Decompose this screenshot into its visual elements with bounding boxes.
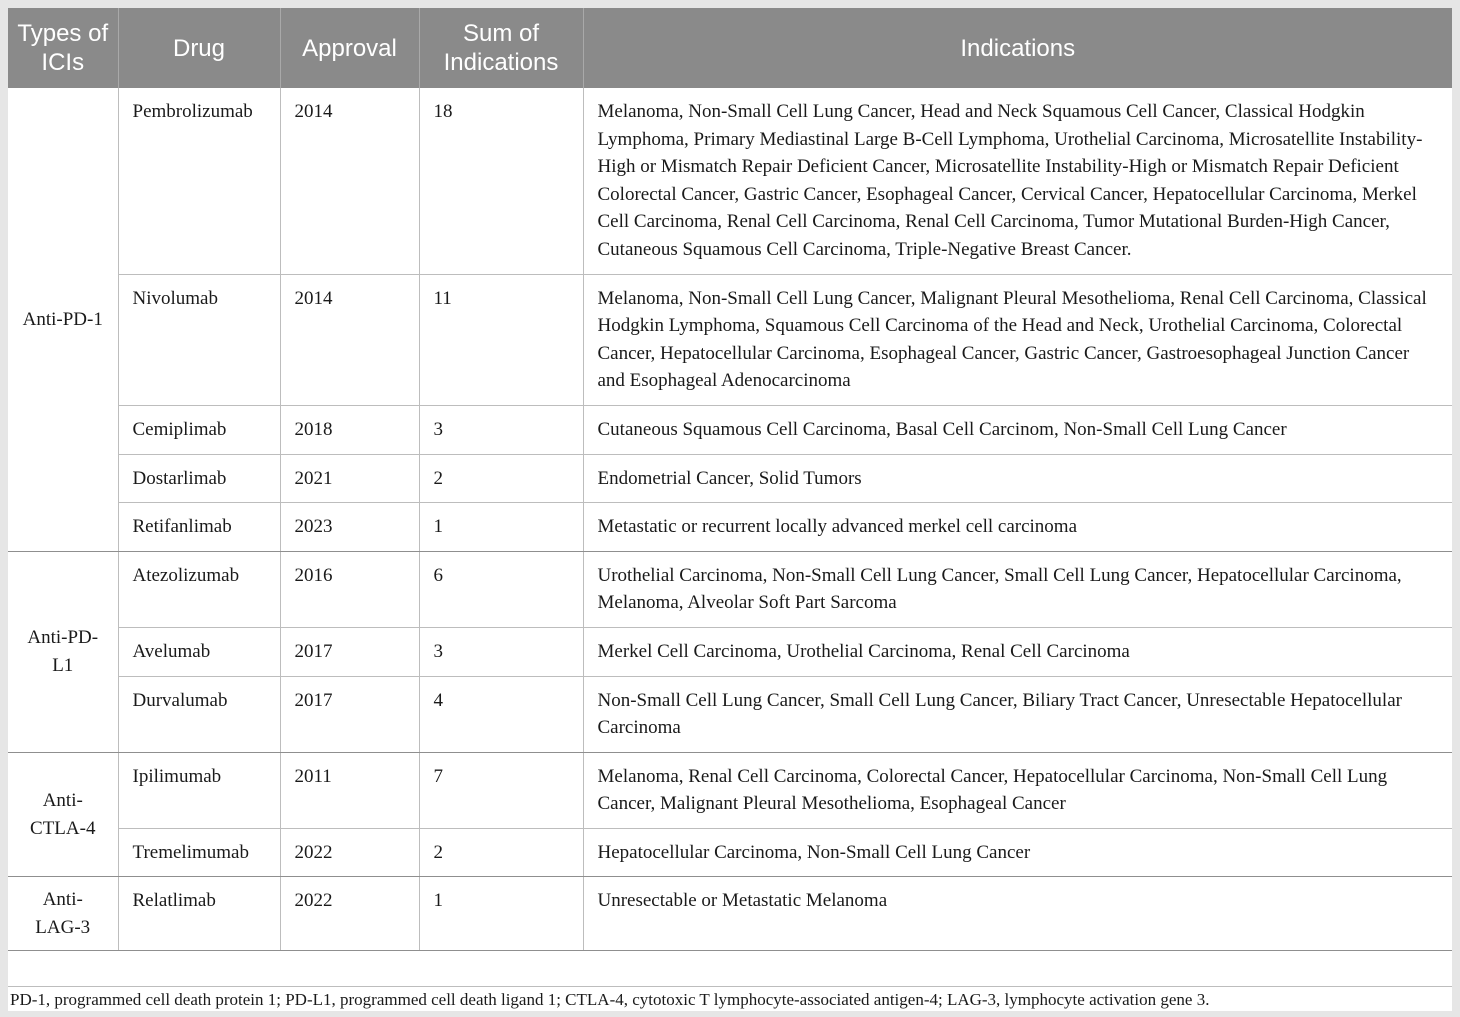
- drug-cell: Cemiplimab: [118, 405, 280, 454]
- approval-year-cell: 2017: [280, 676, 419, 752]
- drug-cell: Relatlimab: [118, 877, 280, 951]
- drug-cell: Ipilimumab: [118, 752, 280, 828]
- drug-cell: Dostarlimab: [118, 454, 280, 503]
- indications-cell: Melanoma, Non-Small Cell Lung Cancer, Head and Neck Squamous Cell Cancer, Classical Hodgkin Lymphoma, Primary Mediastinal Large B-Cell Lymphoma, Urothelial Carcinoma, Microsatellite Instability-High or Mismatch Repair Deficient Cancer, Microsatellite Instability-High or Mismatch Repair Deficient Colorectal Cancer, Gastric Cancer, Esophageal Cancer, Cervical Cancer, Hepatocellular Carcinoma, Merkel Cell Carcinoma, Renal Cell Carcinoma, Renal Cell Carcinoma, Tumor Mutational Burden-High Cancer, Cutaneous Squamous Cell Carcinoma, Triple-Negative Breast Cancer.: [583, 88, 1452, 274]
- sum-of-indications-cell: 11: [419, 274, 583, 405]
- table-row: [8, 454, 1452, 503]
- ici-type-cell: Anti-CTLA-4: [8, 752, 118, 877]
- table-row: [8, 676, 1452, 752]
- approval-year-cell: 2014: [280, 274, 419, 405]
- indications-cell: Hepatocellular Carcinoma, Non-Small Cell Lung Cancer: [583, 828, 1452, 877]
- approval-year-cell: 2014: [280, 88, 419, 274]
- sum-of-indications-cell: 3: [419, 627, 583, 676]
- indications-cell: Urothelial Carcinoma, Non-Small Cell Lung Cancer, Small Cell Lung Cancer, Hepatocellular Carcinoma, Melanoma, Alveolar Soft Part Sarcoma: [583, 551, 1452, 627]
- table-row: [8, 828, 1452, 877]
- approval-year-cell: 2017: [280, 627, 419, 676]
- table-row: [8, 405, 1452, 454]
- header-sum-of-indications: Sum of Indications: [419, 8, 583, 88]
- drug-cell: Durvalumab: [118, 676, 280, 752]
- drug-cell: Avelumab: [118, 627, 280, 676]
- indications-cell: Metastatic or recurrent locally advanced merkel cell carcinoma: [583, 503, 1452, 552]
- approval-year-cell: 2018: [280, 405, 419, 454]
- sum-of-indications-cell: 2: [419, 828, 583, 877]
- table-row: [8, 627, 1452, 676]
- table-row: [8, 752, 1452, 828]
- sum-of-indications-cell: 1: [419, 503, 583, 552]
- header-types-of-icis: Types of ICIs: [8, 8, 118, 88]
- drug-cell: Retifanlimab: [118, 503, 280, 552]
- approval-year-cell: 2016: [280, 551, 419, 627]
- ici-table: [8, 8, 1452, 951]
- table-row: [8, 274, 1452, 405]
- table-row: [8, 503, 1452, 552]
- sum-of-indications-cell: 6: [419, 551, 583, 627]
- indications-cell: Melanoma, Non-Small Cell Lung Cancer, Malignant Pleural Mesothelioma, Renal Cell Carcinoma, Classical Hodgkin Lymphoma, Squamous Cell Carcinoma of the Head and Neck, Urothelial Carcinoma, Colorectal Cancer, Hepatocellular Carcinoma, Esophageal Cancer, Gastric Cancer, Gastroesophageal Junction Cancer and Esophageal Adenocarcinoma: [583, 274, 1452, 405]
- drug-cell: Atezolizumab: [118, 551, 280, 627]
- sum-of-indications-cell: 7: [419, 752, 583, 828]
- sum-of-indications-cell: 4: [419, 676, 583, 752]
- header-drug: Drug: [118, 8, 280, 88]
- table-footnote: PD-1, programmed cell death protein 1; PD-L1, programmed cell death ligand 1; CTLA-4, cytotoxic T lymphocyte-associated antigen-4; LAG-3, lymphocyte activation gene 3.: [8, 986, 1452, 1011]
- approval-year-cell: 2023: [280, 503, 419, 552]
- drug-cell: Nivolumab: [118, 274, 280, 405]
- table-row: [8, 88, 1452, 274]
- header-approval: Approval: [280, 8, 419, 88]
- ici-type-cell: Anti-LAG-3: [8, 877, 118, 951]
- ici-type-cell: Anti-PD-1: [8, 88, 118, 551]
- sum-of-indications-cell: 1: [419, 877, 583, 951]
- ici-type-cell: Anti-PD-L1: [8, 551, 118, 752]
- sum-of-indications-cell: 18: [419, 88, 583, 274]
- approval-year-cell: 2021: [280, 454, 419, 503]
- indications-cell: Non-Small Cell Lung Cancer, Small Cell Lung Cancer, Biliary Tract Cancer, Unresectable Hepatocellular Carcinoma: [583, 676, 1452, 752]
- drug-cell: Tremelimumab: [118, 828, 280, 877]
- drug-cell: Pembrolizumab: [118, 88, 280, 274]
- header-indications: Indications: [583, 8, 1452, 88]
- indications-cell: Endometrial Cancer, Solid Tumors: [583, 454, 1452, 503]
- indications-cell: Cutaneous Squamous Cell Carcinoma, Basal Cell Carcinom, Non-Small Cell Lung Cancer: [583, 405, 1452, 454]
- header-row: [8, 8, 1452, 88]
- indications-cell: Melanoma, Renal Cell Carcinoma, Colorectal Cancer, Hepatocellular Carcinoma, Non-Small Cell Lung Cancer, Malignant Pleural Mesothelioma, Esophageal Cancer: [583, 752, 1452, 828]
- approval-year-cell: 2022: [280, 828, 419, 877]
- indications-cell: Merkel Cell Carcinoma, Urothelial Carcinoma, Renal Cell Carcinoma: [583, 627, 1452, 676]
- sum-of-indications-cell: 3: [419, 405, 583, 454]
- sum-of-indications-cell: 2: [419, 454, 583, 503]
- table-row: [8, 877, 1452, 951]
- approval-year-cell: 2011: [280, 752, 419, 828]
- table-row: [8, 551, 1452, 627]
- indications-cell: Unresectable or Metastatic Melanoma: [583, 877, 1452, 951]
- table-container: [8, 8, 1452, 1011]
- approval-year-cell: 2022: [280, 877, 419, 951]
